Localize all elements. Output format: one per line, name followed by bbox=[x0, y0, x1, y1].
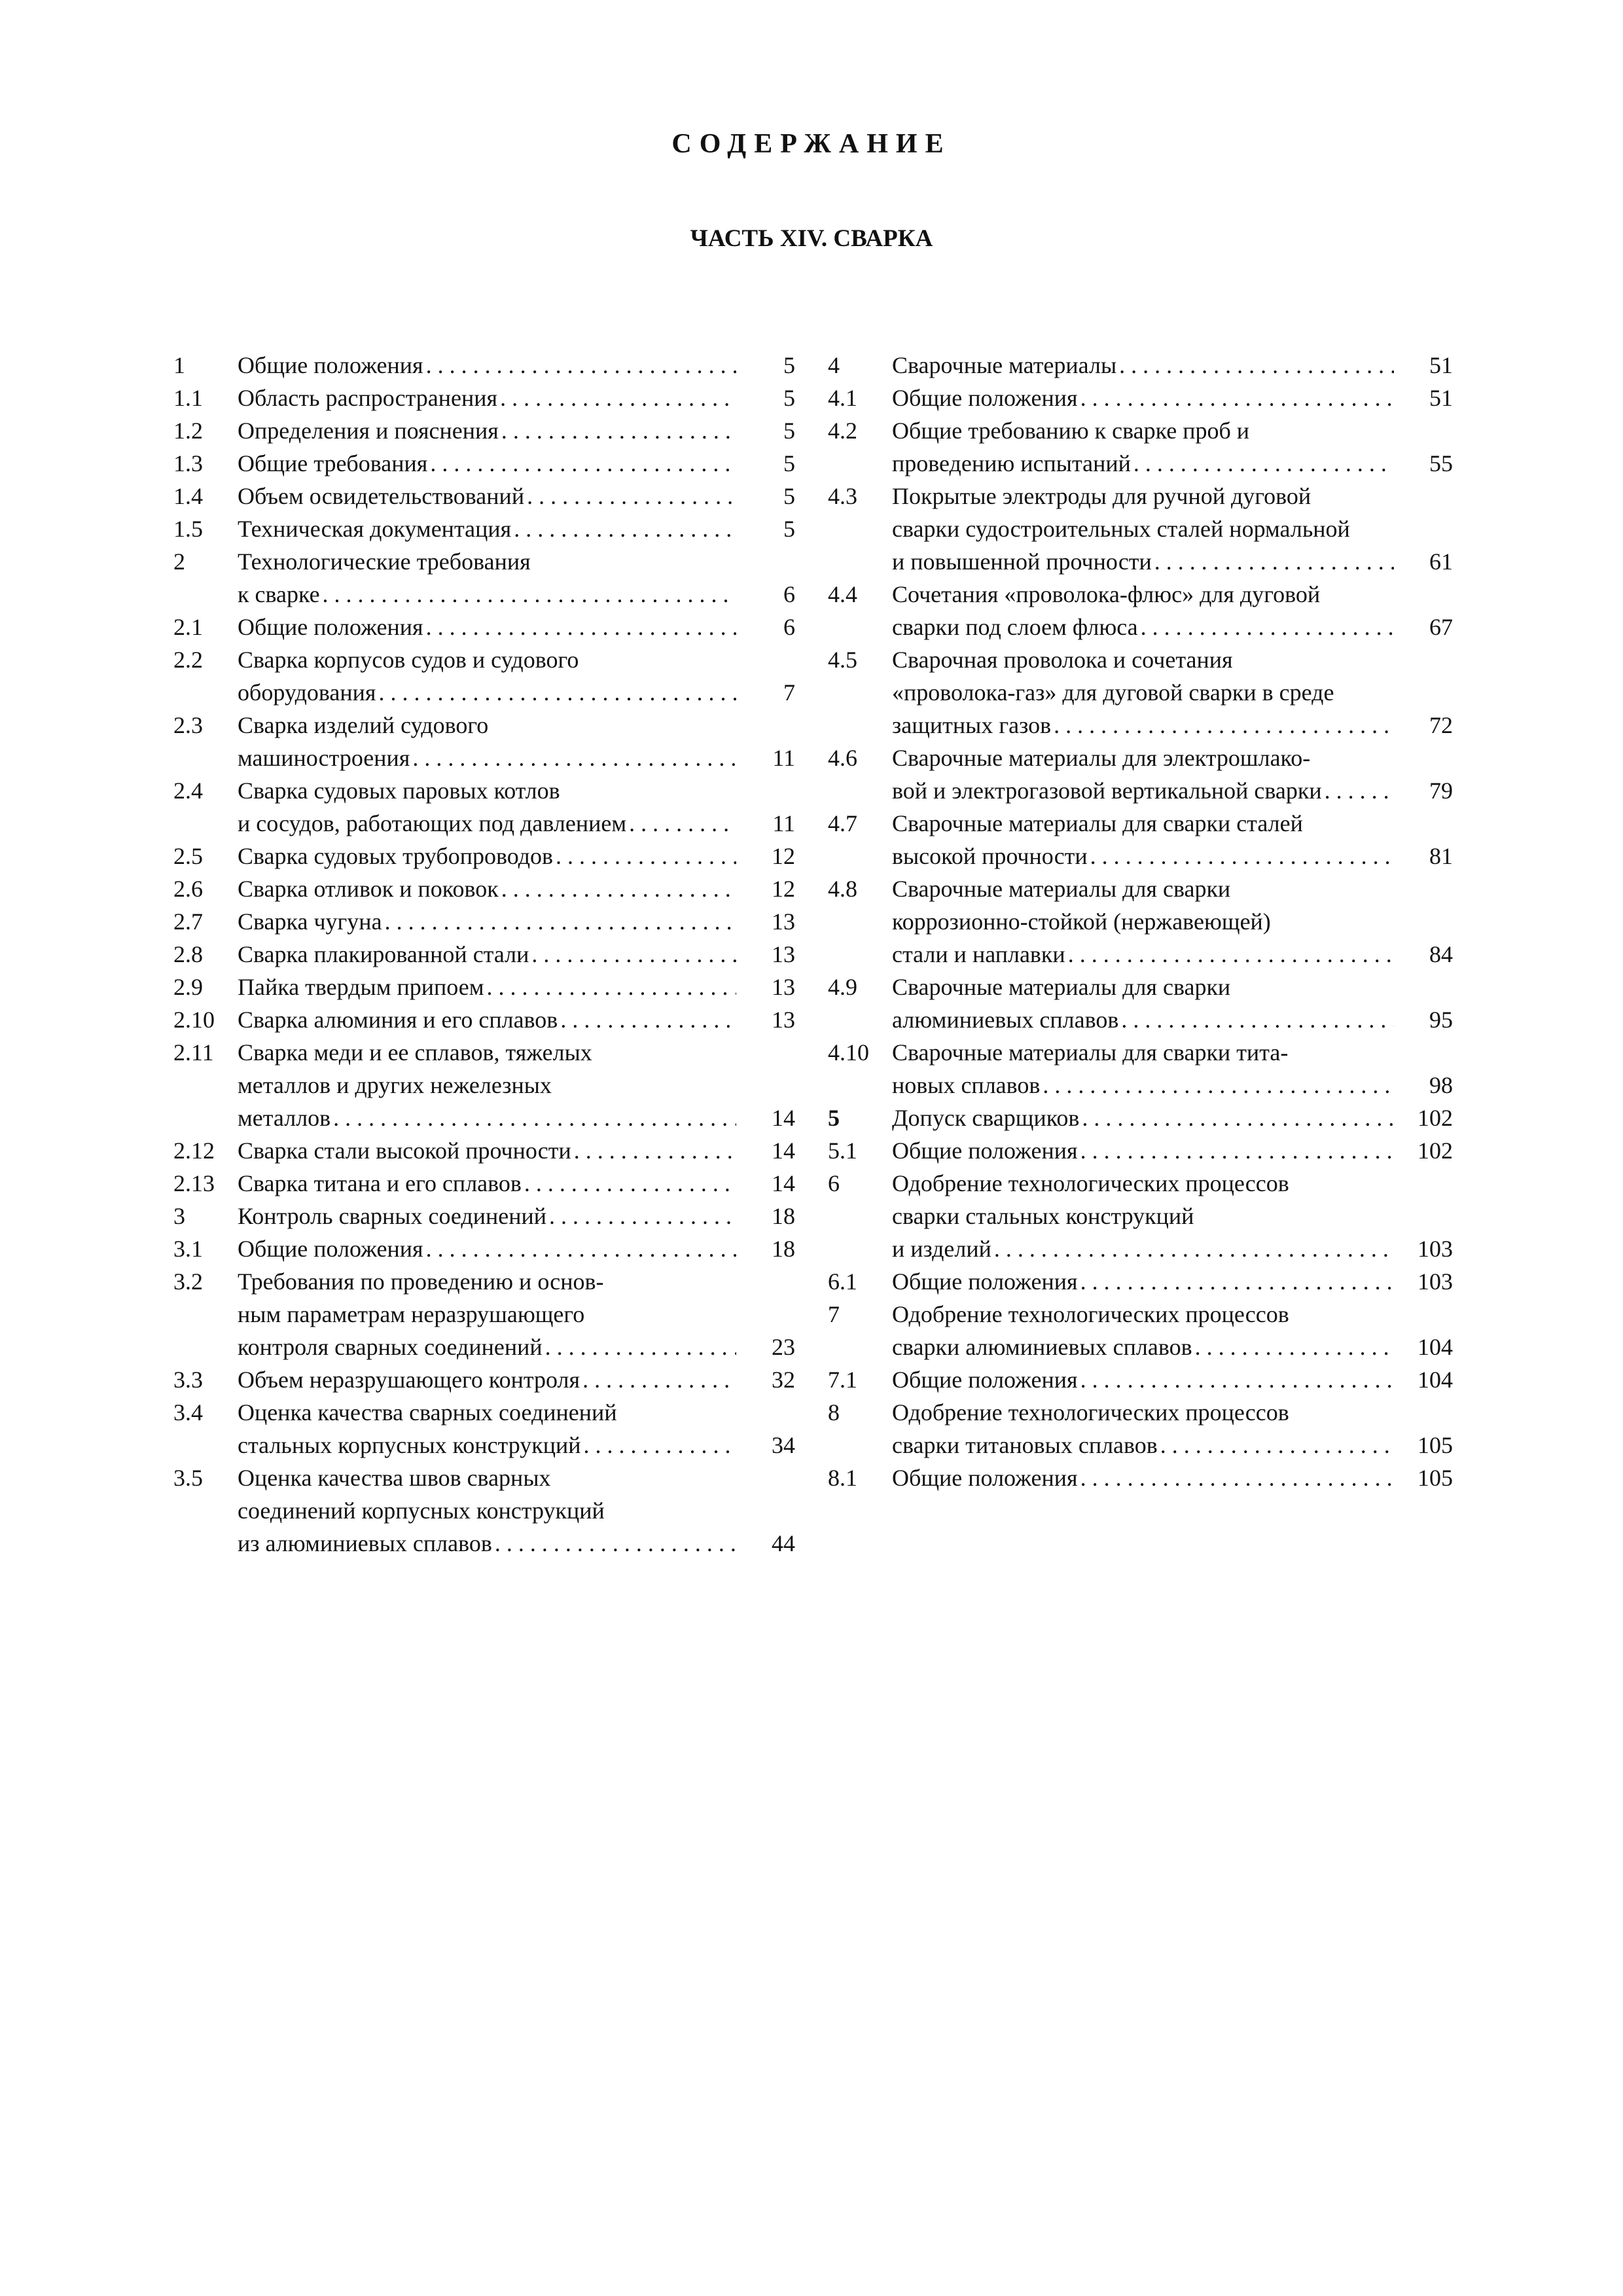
toc-title: Допуск сварщиков . . . bbox=[892, 1102, 1394, 1134]
toc-page: 13 bbox=[736, 938, 795, 971]
toc-number: 4.9 bbox=[828, 974, 857, 1000]
toc-number: 5.1 bbox=[828, 1138, 857, 1164]
toc-page: 18 bbox=[736, 1232, 795, 1265]
toc-entry[interactable] bbox=[828, 1298, 1453, 1363]
toc-page: 105 bbox=[1394, 1429, 1453, 1462]
toc-number: 1.4 bbox=[173, 483, 203, 509]
toc-number: 1 bbox=[173, 352, 185, 378]
toc-number: 4.4 bbox=[828, 581, 857, 607]
toc-title: Сварка титана и его сплавов . . . bbox=[238, 1167, 736, 1200]
toc-page: 105 bbox=[1394, 1462, 1453, 1494]
toc-entry[interactable] bbox=[173, 480, 795, 512]
toc-title: Определения и пояснения . . . bbox=[238, 414, 736, 447]
toc-page: 103 bbox=[1394, 1232, 1453, 1265]
toc-page: 11 bbox=[736, 742, 795, 774]
toc-entry[interactable] bbox=[173, 414, 795, 447]
toc-number: 2.5 bbox=[173, 843, 203, 869]
toc-title: Общие положения . . . bbox=[238, 611, 736, 643]
toc-number: 1.3 bbox=[173, 450, 203, 476]
toc-title: Область распространения . . . bbox=[238, 382, 736, 414]
toc-entry[interactable] bbox=[828, 1396, 1453, 1462]
toc-page: 32 bbox=[736, 1363, 795, 1396]
toc-entry[interactable] bbox=[173, 1363, 795, 1396]
toc-page: 14 bbox=[736, 1102, 795, 1134]
toc-title: Сочетания «проволока-флюс» для дуговой сварки под слоем флюса . . . bbox=[892, 578, 1394, 643]
toc-title: Общие положения . . . bbox=[892, 1134, 1394, 1167]
toc-title: Общие требования . . . bbox=[238, 447, 736, 480]
toc-page: 5 bbox=[736, 382, 795, 414]
toc-number: 6.1 bbox=[828, 1268, 857, 1295]
toc-entry[interactable] bbox=[828, 643, 1453, 742]
toc-entry[interactable] bbox=[173, 512, 795, 545]
toc-entry[interactable] bbox=[828, 1102, 1453, 1134]
toc-title: Оценка качества сварных соединений стальных корпусных конструкций . . . bbox=[238, 1396, 736, 1462]
toc-title: Одобрение технологических процессов сварки стальных конструкций и изделий . . . bbox=[892, 1167, 1394, 1265]
toc-number: 5 bbox=[828, 1105, 840, 1131]
toc-title: Сварочная проволока и сочетания «проволока-газ» для дуговой сварки в среде защитных газов . . . bbox=[892, 643, 1394, 742]
toc-page: 104 bbox=[1394, 1331, 1453, 1363]
toc-page: 12 bbox=[736, 872, 795, 905]
toc-entry[interactable] bbox=[173, 1200, 795, 1232]
toc-page: 5 bbox=[736, 414, 795, 447]
toc-entry[interactable] bbox=[173, 1396, 795, 1462]
toc-entry[interactable] bbox=[173, 1167, 795, 1200]
toc-entry[interactable] bbox=[173, 611, 795, 643]
toc-number: 2.3 bbox=[173, 712, 203, 738]
toc-number: 4.6 bbox=[828, 745, 857, 771]
toc-entry[interactable] bbox=[828, 1036, 1453, 1102]
toc-number: 7.1 bbox=[828, 1367, 857, 1393]
toc-number: 2.10 bbox=[173, 1007, 215, 1033]
toc-number: 8 bbox=[828, 1399, 840, 1426]
toc-number: 1.2 bbox=[173, 418, 203, 444]
toc-number: 4.7 bbox=[828, 810, 857, 836]
toc-title: Требования по проведению и основ- ным параметрам неразрушающего контроля сварных соединений . . . bbox=[238, 1265, 736, 1363]
toc-entry[interactable] bbox=[173, 1003, 795, 1036]
toc-page: 61 bbox=[1394, 545, 1453, 578]
toc-entry[interactable] bbox=[828, 807, 1453, 872]
toc-number: 3 bbox=[173, 1203, 185, 1229]
toc-entry[interactable] bbox=[828, 1167, 1453, 1265]
toc-number: 3.5 bbox=[173, 1465, 203, 1491]
toc-number: 6 bbox=[828, 1170, 840, 1196]
toc-page: 14 bbox=[736, 1167, 795, 1200]
toc-entry[interactable] bbox=[173, 643, 795, 709]
toc-entry[interactable] bbox=[173, 872, 795, 905]
toc-title: Техническая документация . . . bbox=[238, 512, 736, 545]
toc-number: 4.2 bbox=[828, 418, 857, 444]
toc-page: 72 bbox=[1394, 709, 1453, 742]
toc-entry[interactable] bbox=[173, 971, 795, 1003]
toc-number: 2.9 bbox=[173, 974, 203, 1000]
toc-title: Контроль сварных соединений . . . bbox=[238, 1200, 736, 1232]
toc-entry[interactable] bbox=[828, 349, 1453, 382]
toc-number: 4.8 bbox=[828, 876, 857, 902]
toc-page: 13 bbox=[736, 1003, 795, 1036]
toc-title: Объем освидетельствований . . . bbox=[238, 480, 736, 512]
toc-title: Сварка алюминия и его сплавов . . . bbox=[238, 1003, 736, 1036]
toc-page: 6 bbox=[736, 611, 795, 643]
toc-page: 103 bbox=[1394, 1265, 1453, 1298]
toc-page: 81 bbox=[1394, 840, 1453, 872]
toc-entry[interactable] bbox=[173, 1265, 795, 1363]
toc-number: 7 bbox=[828, 1301, 840, 1327]
toc-title: Сварка плакированной стали . . . bbox=[238, 938, 736, 971]
toc-title: Общие положения . . . bbox=[892, 1363, 1394, 1396]
toc-page: 84 bbox=[1394, 938, 1453, 971]
toc-number: 4.10 bbox=[828, 1039, 869, 1066]
toc-title: Сварка изделий судового машиностроения . . . bbox=[238, 709, 736, 774]
toc-page: 102 bbox=[1394, 1102, 1453, 1134]
toc-page: 95 bbox=[1394, 1003, 1453, 1036]
toc-page: 18 bbox=[736, 1200, 795, 1232]
toc-entry[interactable] bbox=[828, 1265, 1453, 1298]
toc-number: 4.1 bbox=[828, 385, 857, 411]
toc-entry[interactable] bbox=[173, 840, 795, 872]
toc-title: Общие положения . . . bbox=[238, 1232, 736, 1265]
toc-number: 3.4 bbox=[173, 1399, 203, 1426]
toc-page: 55 bbox=[1394, 447, 1453, 480]
toc-number: 1.1 bbox=[173, 385, 203, 411]
toc-entry[interactable] bbox=[828, 414, 1453, 480]
toc-number: 2.2 bbox=[173, 647, 203, 673]
toc-page: 51 bbox=[1394, 382, 1453, 414]
toc-page: 98 bbox=[1394, 1069, 1453, 1102]
toc-entry[interactable] bbox=[828, 480, 1453, 578]
toc-entry[interactable] bbox=[828, 742, 1453, 807]
toc-page: 14 bbox=[736, 1134, 795, 1167]
toc-number: 4.5 bbox=[828, 647, 857, 673]
toc-page: 34 bbox=[736, 1429, 795, 1462]
toc-title: Сварочные материалы . . . bbox=[892, 349, 1394, 382]
toc-title: Одобрение технологических процессов сварки алюминиевых сплавов . . . bbox=[892, 1298, 1394, 1363]
toc-title: Общие положения . . . bbox=[238, 349, 736, 382]
toc-left-column bbox=[173, 349, 795, 1560]
toc-entry[interactable] bbox=[828, 872, 1453, 971]
toc-page: 79 bbox=[1394, 774, 1453, 807]
toc-page: 51 bbox=[1394, 349, 1453, 382]
toc-entry[interactable] bbox=[173, 938, 795, 971]
toc-title: Сварочные материалы для электрошлако- вой и электрогазовой вертикальной сварки . . . bbox=[892, 742, 1394, 807]
toc-entry[interactable] bbox=[173, 774, 795, 840]
toc-title: Сварочные материалы для сварки коррозионно-стойкой (нержавеющей) стали и наплавки . . . bbox=[892, 872, 1394, 971]
toc-number: 3.3 bbox=[173, 1367, 203, 1393]
toc-title: Сварочные материалы для сварки тита- новых сплавов . . . bbox=[892, 1036, 1394, 1102]
toc-page: 44 bbox=[736, 1527, 795, 1560]
toc-number: 2.8 bbox=[173, 941, 203, 967]
toc-page: 104 bbox=[1394, 1363, 1453, 1396]
toc-right-column bbox=[828, 349, 1453, 1494]
toc-entry[interactable] bbox=[173, 1036, 795, 1134]
toc-number: 8.1 bbox=[828, 1465, 857, 1491]
toc-title: Сварка судовых трубопроводов . . . bbox=[238, 840, 736, 872]
toc-number: 4.3 bbox=[828, 483, 857, 509]
toc-number: 3.2 bbox=[173, 1268, 203, 1295]
toc-entry[interactable] bbox=[828, 1134, 1453, 1167]
toc-page: 23 bbox=[736, 1331, 795, 1363]
toc-title: Сварка меди и ее сплавов, тяжелых металлов и других нежелезных металлов . . . bbox=[238, 1036, 736, 1134]
toc-title: Покрытые электроды для ручной дуговой сварки судостроительных сталей нормальной и повышенной прочности . . . bbox=[892, 480, 1394, 578]
toc-page: 13 bbox=[736, 905, 795, 938]
toc-page: 5 bbox=[736, 349, 795, 382]
toc-page: 5 bbox=[736, 480, 795, 512]
toc-title: Общие положения . . . bbox=[892, 382, 1394, 414]
toc-title: Общие положения . . . bbox=[892, 1265, 1394, 1298]
toc-page: 12 bbox=[736, 840, 795, 872]
toc-number: 3.1 bbox=[173, 1236, 203, 1262]
toc-page: 67 bbox=[1394, 611, 1453, 643]
toc-title: Сварка судовых паровых котлов и сосудов, работающих под давлением . . . bbox=[238, 774, 736, 840]
toc-title: Общие требованию к сварке проб и проведению испытаний . . . bbox=[892, 414, 1394, 480]
toc-entry[interactable] bbox=[173, 447, 795, 480]
toc-title: Оценка качества швов сварных соединений корпусных конструкций из алюминиевых сплавов . . . bbox=[238, 1462, 736, 1560]
toc-page: 5 bbox=[736, 447, 795, 480]
toc-number: 2.12 bbox=[173, 1138, 215, 1164]
toc-entry[interactable] bbox=[828, 971, 1453, 1036]
page-heading: СОДЕРЖАНИЕ bbox=[671, 129, 952, 159]
toc-entry[interactable] bbox=[173, 545, 795, 611]
toc-number: 2.7 bbox=[173, 908, 203, 935]
toc-number: 2.6 bbox=[173, 876, 203, 902]
toc-title: Общие положения . . . bbox=[892, 1462, 1394, 1494]
toc-title: Одобрение технологических процессов сварки титановых сплавов . . . bbox=[892, 1396, 1394, 1462]
toc-number: 2.4 bbox=[173, 778, 203, 804]
toc-number: 1.5 bbox=[173, 516, 203, 542]
toc-number: 2.1 bbox=[173, 614, 203, 640]
toc-entry[interactable] bbox=[828, 578, 1453, 643]
toc-number: 2 bbox=[173, 548, 185, 575]
toc-number: 2.11 bbox=[173, 1039, 214, 1066]
toc-number: 4 bbox=[828, 352, 840, 378]
toc-entry[interactable] bbox=[173, 1134, 795, 1167]
toc-title: Сварка чугуна . . . bbox=[238, 905, 736, 938]
toc-title: Сварочные материалы для сварки алюминиевых сплавов . . . bbox=[892, 971, 1394, 1036]
toc-entry[interactable] bbox=[173, 349, 795, 382]
toc-entry[interactable] bbox=[828, 1363, 1453, 1396]
toc-page: 6 bbox=[736, 578, 795, 611]
toc-entry[interactable] bbox=[828, 382, 1453, 414]
toc-page: 102 bbox=[1394, 1134, 1453, 1167]
toc-page: 5 bbox=[736, 512, 795, 545]
toc-page: 7 bbox=[736, 676, 795, 709]
toc-number: 2.13 bbox=[173, 1170, 215, 1196]
toc-entry[interactable] bbox=[173, 1232, 795, 1265]
toc-entry[interactable] bbox=[173, 1462, 795, 1560]
part-title: ЧАСТЬ XIV. СВАРКА bbox=[690, 225, 933, 252]
toc-title: Сварка отливок и поковок . . . bbox=[238, 872, 736, 905]
toc-title: Сварка стали высокой прочности . . . bbox=[238, 1134, 736, 1167]
toc-title: Сварочные материалы для сварки сталей высокой прочности . . . bbox=[892, 807, 1394, 872]
toc-title: Технологические требования к сварке . . . bbox=[238, 545, 736, 611]
toc-entry[interactable] bbox=[173, 382, 795, 414]
toc-page: 11 bbox=[736, 807, 795, 840]
toc-entry[interactable] bbox=[173, 905, 795, 938]
toc-title: Сварка корпусов судов и судового оборудования . . . bbox=[238, 643, 736, 709]
toc-title: Объем неразрушающего контроля . . . bbox=[238, 1363, 736, 1396]
toc-title: Пайка твердым припоем . . . bbox=[238, 971, 736, 1003]
toc-entry[interactable] bbox=[173, 709, 795, 774]
toc-entry[interactable] bbox=[828, 1462, 1453, 1494]
toc-page: 13 bbox=[736, 971, 795, 1003]
